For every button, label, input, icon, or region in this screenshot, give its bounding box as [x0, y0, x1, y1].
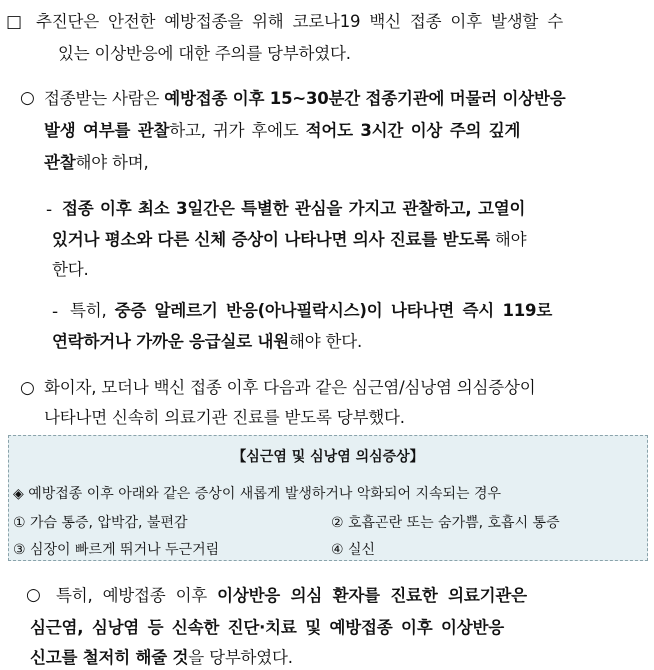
emphasis-text: 적어도 3시간 이상 주의 깊게 — [305, 121, 521, 140]
circle-bullet-icon: ○ — [20, 88, 35, 108]
three-days-line-1: 접종 이후 최소 3일간은 특별한 관심을 가지고 관찰하고, 고열이 — [62, 199, 526, 218]
report-line-1 — [56, 586, 527, 606]
emphasis-text: 있거나 평소와 다른 신체 증상이 나타나면 의사 진료를 받도록 — [52, 230, 490, 249]
emphasis-text: 중증 알레르기 반응(아나필락시스)이 나타나면 즉시 119로 — [114, 301, 553, 320]
report-line-2: 심근염, 심낭염 등 신속한 진단·치료 및 예방접종 이후 이상반응 — [30, 618, 504, 637]
three-days-line-3: 한다. — [52, 260, 89, 279]
emphasis-text: 연락하거나 가까운 응급실로 내원 — [52, 332, 289, 351]
circle-bullet-icon: ○ — [26, 585, 41, 605]
text-segment: 하고, 귀가 후에도 — [169, 121, 306, 140]
dash-bullet: - — [52, 302, 59, 322]
emphasis-text: 신고를 철저히 해줄 것 — [30, 648, 189, 667]
text-segment: 해야 한다. — [288, 332, 363, 351]
text-segment: 접종받는 사람은 — [44, 89, 165, 108]
allergy-line-1 — [70, 301, 552, 321]
observation-line-2 — [44, 121, 520, 141]
symptom-intro: ◈ 예방접종 이후 아래와 같은 증상이 새롭게 발생하거나 악화되어 지속되는 경우 — [13, 486, 502, 502]
text-segment: 을 당부하였다. — [188, 648, 293, 667]
text-segment: 해야 하며, — [75, 153, 149, 172]
emphasis-text: 관찰 — [44, 153, 76, 172]
emphasis-text: 발생 여부를 관찰 — [44, 121, 170, 140]
observation-line-3 — [44, 153, 149, 173]
symptom-item-2: ② 호흡곤란 또는 숨가쁨, 호흡시 통증 — [331, 515, 560, 531]
text-segment: 특히, — [70, 301, 115, 320]
three-days-line-2 — [52, 230, 526, 250]
emphasis-text: 이상반응 의심 환자를 진료한 의료기관은 — [217, 586, 527, 605]
emphasis-text: 예방접종 이후 15~30분간 접종기관에 머물러 이상반응 — [164, 89, 566, 108]
allergy-line-2 — [52, 332, 362, 352]
observation-line-1 — [44, 89, 566, 109]
symptom-item-1: ① 가슴 통증, 압박감, 불편감 — [13, 515, 188, 531]
circle-bullet-icon: ○ — [20, 378, 35, 398]
myocarditis-line-1: 화이자, 모더나 백신 접종 이후 다음과 같은 심근염/심낭염 의심증상이 — [44, 378, 536, 397]
dash-bullet: - — [46, 200, 53, 220]
myocarditis-line-2: 나타나면 신속히 의료기관 진료를 받도록 당부했다. — [44, 408, 405, 427]
intro-line-1: 추진단은 안전한 예방접종을 위해 코로나19 백신 접종 이후 발생할 수 — [36, 12, 563, 31]
checkbox-bullet-icon: □ — [6, 12, 23, 32]
report-line-3 — [30, 648, 293, 668]
symptom-item-3: ③ 심장이 빠르게 뛰거나 두근거림 — [13, 542, 220, 558]
text-segment: 특히, 예방접종 이후 — [56, 586, 218, 605]
intro-line-2: 있는 이상반응에 대한 주의를 당부하였다. — [58, 44, 351, 63]
symptom-box-title: 【심근염 및 심낭염 의심증상】 — [232, 449, 424, 465]
symptom-item-4: ④ 실신 — [331, 542, 376, 558]
symptom-box — [8, 435, 648, 561]
text-segment: 해야 — [489, 230, 527, 249]
